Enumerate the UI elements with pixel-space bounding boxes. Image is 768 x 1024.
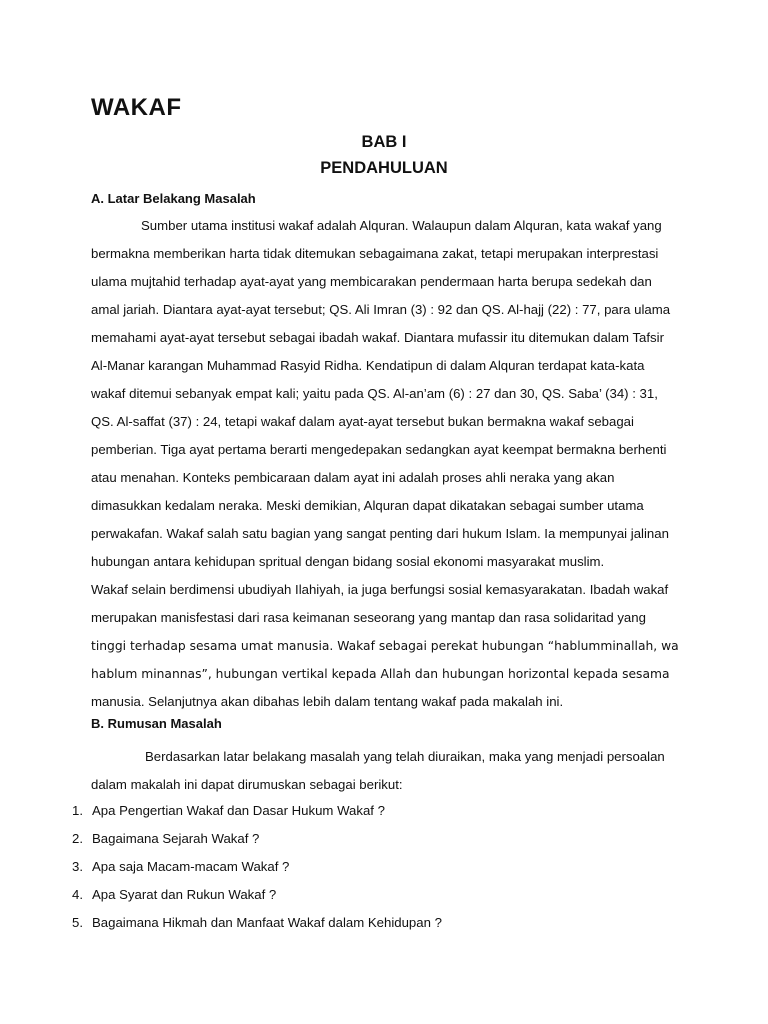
paragraph-line: pemberian. Tiga ayat pertama berarti mengedepakan sedangkan ayat keempat bermakna berhenti — [91, 442, 667, 457]
paragraph-line: bermakna memberikan harta tidak ditemukan sebagaimana zakat, tetapi merupakan interprestasi — [91, 246, 659, 261]
chapter-number: BAB I — [361, 133, 407, 151]
paragraph-line: dalam makalah ini dapat dirumuskan sebagai berikut: — [91, 777, 403, 792]
paragraph-line: Berdasarkan latar belakang masalah yang telah diuraikan, maka yang menjadi persoalan — [145, 749, 665, 764]
paragraph-line: atau menahan. Konteks pembicaraan dalam ayat ini adalah proses ahli neraka yang akan — [91, 470, 615, 485]
paragraph-line: tinggi terhadap sesama umat manusia. Wakaf sebagai perekat hubungan “hablumminallah, wa — [91, 639, 679, 653]
paragraph-line: ulama mujtahid terhadap ayat-ayat yang membicarakan pendermaan harta berupa sedekah dan — [91, 274, 652, 289]
list-text: Apa Pengertian Wakaf dan Dasar Hukum Wakaf ? — [92, 803, 385, 818]
chapter-title: PENDAHULUAN — [320, 159, 448, 177]
list-number: 4. — [72, 887, 83, 902]
paragraph-rumusan-masalah — [91, 743, 665, 799]
list-number: 2. — [72, 831, 83, 846]
list-text: Bagaimana Hikmah dan Manfaat Wakaf dalam Kehidupan ? — [92, 915, 442, 930]
list-text: Apa saja Macam-macam Wakaf ? — [92, 859, 290, 874]
section-heading-rumusan-masalah: B. Rumusan Masalah — [91, 716, 222, 731]
paragraph-line: Al-Manar karangan Muhammad Rasyid Ridha. Kendatipun di dalam Alquran terdapat kata-kata — [91, 358, 645, 373]
paragraph-line: wakaf ditemui sebanyak empat kali; yaitu pada QS. Al-an’am (6) : 27 dan 30, QS. Saba’ (34) : 31, — [91, 386, 658, 401]
paragraph-line: Wakaf selain berdimensi ubudiyah Ilahiyah, ia juga berfungsi sosial kemasyarakatan. Ibadah wakaf — [91, 582, 669, 597]
paragraph-line: memahami ayat-ayat tersebut sebagai ibadah wakaf. Diantara mufassir itu ditemukan dalam Tafsir — [91, 330, 664, 345]
paragraph-line: Sumber utama institusi wakaf adalah Alquran. Walaupun dalam Alquran, kata wakaf yang — [141, 218, 662, 233]
list-text: Apa Syarat dan Rukun Wakaf ? — [92, 887, 277, 902]
section-heading-latar-belakang: A. Latar Belakang Masalah — [91, 191, 256, 206]
paragraph-line: amal jariah. Diantara ayat-ayat tersebut; QS. Ali Imran (3) : 92 dan QS. Al-hajj (22) : 77, para ulama — [91, 302, 671, 317]
paragraph-line: QS. Al-saffat (37) : 24, tetapi wakaf dalam ayat-ayat tersebut bukan bermakna wakaf sebagai — [91, 414, 634, 429]
paragraph-line: perwakafan. Wakaf salah satu bagian yang sangat penting dari hukum Islam. Ia mempunyai jalinan — [91, 526, 669, 541]
list-number: 3. — [72, 859, 83, 874]
list-text: Bagaimana Sejarah Wakaf ? — [92, 831, 260, 846]
list-number: 1. — [72, 803, 83, 818]
paragraph-line: hablum minannas”, hubungan vertikal kepada Allah dan hubungan horizontal kepada sesama — [91, 667, 670, 681]
paragraph-line: hubungan antara kehidupan spritual dengan bidang sosial ekonomi masyarakat muslim. — [91, 554, 605, 569]
paragraph-line: manusia. Selanjutnya akan dibahas lebih dalam tentang wakaf pada makalah ini. — [91, 694, 564, 709]
list-number: 5. — [72, 915, 83, 930]
paragraph-line: dimasukkan kedalam neraka. Meski demikian, Alquran dapat dikatakan sebagai sumber utama — [91, 498, 644, 513]
paragraph-latar-belakang — [91, 212, 679, 716]
document-title: WAKAF — [91, 94, 182, 121]
paragraph-line: merupakan manisfestasi dari rasa keimanan seseorang yang mantap dan rasa solidaritad yang — [91, 610, 646, 625]
